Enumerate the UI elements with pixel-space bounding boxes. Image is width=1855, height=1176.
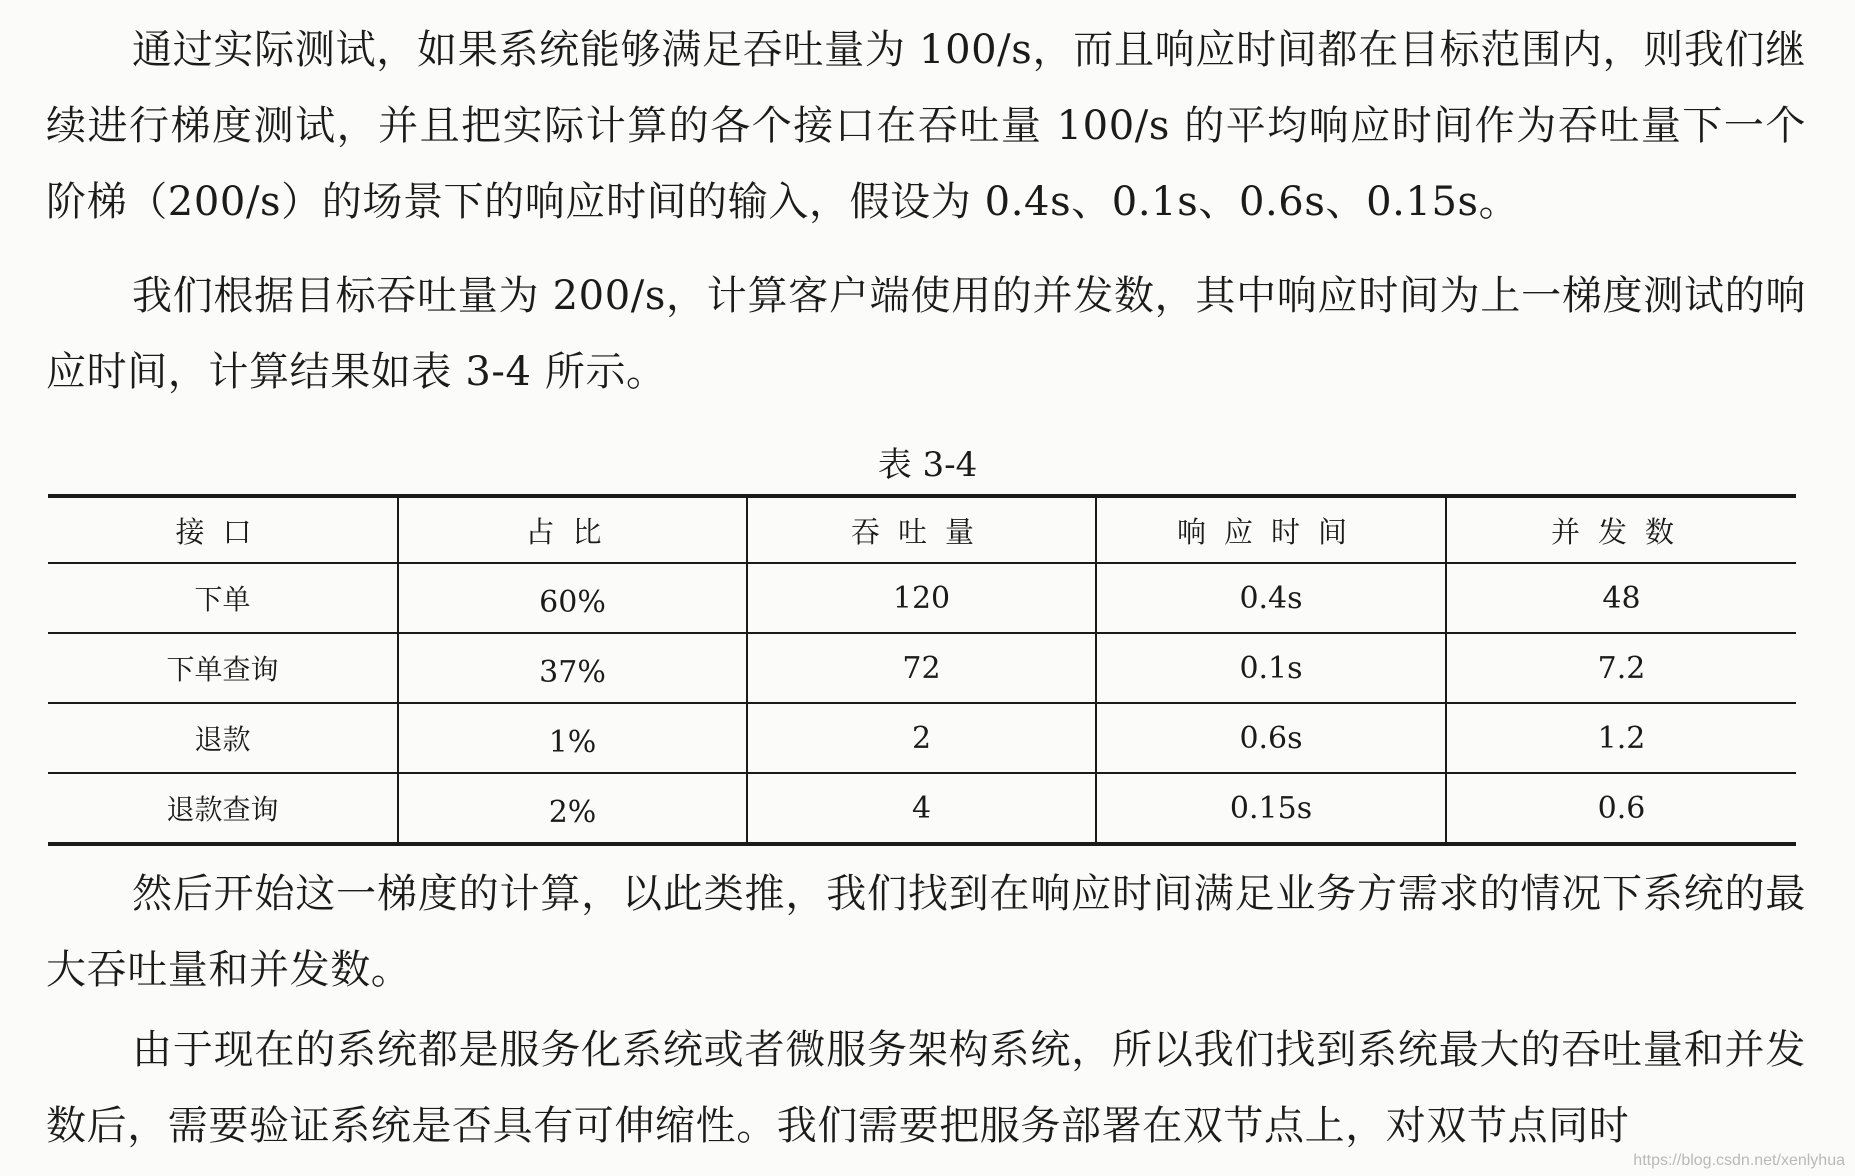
cell-throughput: 120 (747, 563, 1096, 633)
header-ratio: 占比 (398, 496, 747, 563)
paragraph-concurrency-calc: 我们根据目标吞吐量为 200/s，计算客户端使用的并发数，其中响应时间为上一梯度测试的响应时间，计算结果如表 3-4 所示。 (46, 273, 1806, 395)
table-header-row (48, 496, 1796, 563)
header-concurrency: 并发数 (1446, 496, 1796, 563)
cell-ratio: 1% (398, 703, 747, 773)
cell-response-time: 0.6s (1096, 703, 1446, 773)
cell-response-time: 0.1s (1096, 633, 1446, 703)
table-caption: 表 3-4 (877, 445, 978, 485)
cell-response-time: 0.15s (1096, 773, 1446, 844)
cell-response-time: 0.4s (1096, 563, 1446, 633)
watermark: https://blog.csdn.net/xenlyhua (1633, 1152, 1845, 1169)
table-row (48, 563, 1796, 633)
cell-interface: 下单查询 (48, 633, 398, 703)
paragraph-gradient-iteration: 然后开始这一梯度的计算，以此类推，我们找到在响应时间满足业务方需求的情况下系统的最大吞吐量和并发数。 (46, 871, 1806, 993)
header-interface: 接口 (48, 496, 398, 563)
table-row (48, 773, 1796, 844)
cell-interface: 下单 (48, 563, 398, 633)
cell-concurrency: 1.2 (1446, 703, 1796, 773)
cell-ratio: 2% (398, 773, 747, 844)
cell-throughput: 72 (747, 633, 1096, 703)
header-response-time: 响应时间 (1096, 496, 1446, 563)
concurrency-table (48, 494, 1796, 846)
cell-throughput: 2 (747, 703, 1096, 773)
cell-concurrency: 7.2 (1446, 633, 1796, 703)
cell-throughput: 4 (747, 773, 1096, 844)
cell-interface: 退款 (48, 703, 398, 773)
cell-concurrency: 0.6 (1446, 773, 1796, 844)
table-row (48, 633, 1796, 703)
cell-ratio: 37% (398, 633, 747, 703)
cell-ratio: 60% (398, 563, 747, 633)
header-throughput: 吞吐量 (747, 496, 1096, 563)
paragraph-throughput-test: 通过实际测试，如果系统能够满足吞吐量为 100/s，而且响应时间都在目标范围内，则我们继续进行梯度测试，并且把实际计算的各个接口在吞吐量 100/s 的平均响应时间作为吞吐量下一个阶梯（200/s）的场景下的响应时间的输入，假设为 0.4s、0.1s、0.6s、0.15s。 (46, 27, 1806, 225)
cell-concurrency: 48 (1446, 563, 1796, 633)
table-row (48, 703, 1796, 773)
paragraph-scalability: 由于现在的系统都是服务化系统或者微服务架构系统，所以我们找到系统最大的吞吐量和并发数后，需要验证系统是否具有可伸缩性。我们需要把服务部署在双节点上，对双节点同时 (46, 1027, 1806, 1149)
cell-interface: 退款查询 (48, 773, 398, 844)
